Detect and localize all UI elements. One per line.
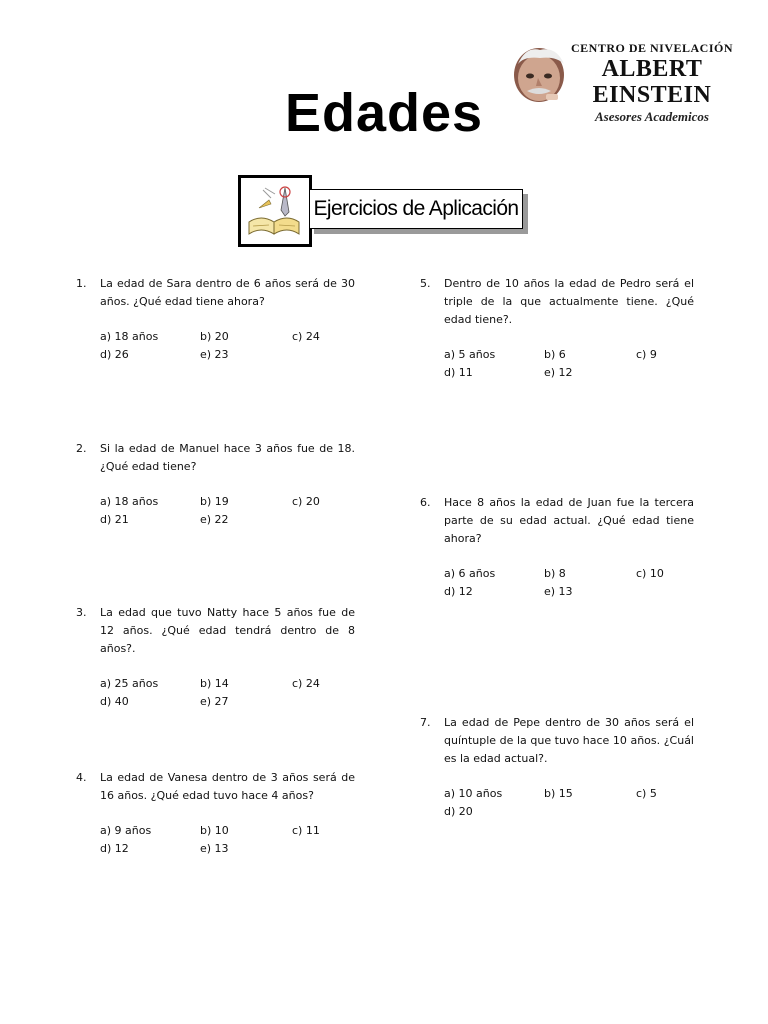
banner-label-box: [309, 189, 523, 229]
answer-option: c) 10: [636, 567, 664, 580]
logo-line-2: ALBERT EINSTEIN: [592, 56, 712, 108]
problem-number: 2.: [76, 442, 87, 455]
answer-option: c) 11: [292, 824, 320, 837]
problem-number: 3.: [76, 606, 87, 619]
answer-option: d) 12: [100, 842, 129, 855]
answer-option: a) 5 años: [444, 348, 496, 361]
banner-label: Ejercicios de Aplicación: [313, 197, 519, 220]
answer-option: a) 18 años: [100, 330, 159, 343]
answer-option: e) 27: [200, 695, 229, 708]
answer-option: a) 10 años: [444, 787, 503, 800]
answer-options: [444, 565, 694, 601]
answer-options: [444, 785, 694, 821]
problem-question: La edad de Vanesa dentro de 3 años será de 16 años. ¿Qué edad tuvo hace 4 años?: [100, 771, 355, 802]
problem-7: [420, 714, 694, 821]
answer-option: d) 40: [100, 695, 129, 708]
answer-option: c) 20: [292, 495, 320, 508]
answer-option: e) 22: [200, 513, 229, 526]
banner-icon-frame: [238, 175, 312, 247]
problem-number: 5.: [420, 277, 431, 290]
answer-option: c) 5: [636, 787, 657, 800]
problem-question: La edad que tuvo Natty hace 5 años fue de 12 años. ¿Qué edad tendrá dentro de 8 años?.: [100, 606, 355, 655]
answer-option: e) 13: [544, 585, 573, 598]
answer-option: b) 14: [200, 677, 229, 690]
problem-question: Dentro de 10 años la edad de Pedro será el triple de la que actualmente tiene. ¿Qué edad tiene?.: [444, 277, 694, 326]
answer-option: c) 24: [292, 330, 320, 343]
answer-option: d) 20: [444, 805, 473, 818]
answer-option: a) 9 años: [100, 824, 152, 837]
answer-options: [100, 328, 355, 364]
problem-5: [420, 275, 694, 382]
answer-option: d) 12: [444, 585, 473, 598]
answer-option: a) 25 años: [100, 677, 159, 690]
answer-option: b) 8: [544, 567, 566, 580]
problem-question: La edad de Pepe dentro de 30 años será el quíntuple de la que tuvo hace 10 años. ¿Cuál es la edad actual?.: [444, 716, 694, 765]
page-title: Edades: [284, 83, 484, 143]
answer-option: e) 23: [200, 348, 229, 361]
problem-number: 6.: [420, 496, 431, 509]
answer-option: d) 21: [100, 513, 129, 526]
section-banner: [238, 175, 532, 247]
book-with-quill-icon: [241, 178, 309, 244]
answer-option: e) 13: [200, 842, 229, 855]
problem-number: 7.: [420, 716, 431, 729]
problem-1: [76, 275, 355, 364]
problem-3: [76, 604, 355, 711]
answer-option: b) 20: [200, 330, 229, 343]
answer-option: a) 18 años: [100, 495, 159, 508]
answer-option: b) 19: [200, 495, 229, 508]
answer-options: [100, 675, 355, 711]
answer-option: d) 11: [444, 366, 473, 379]
answer-options: [100, 493, 355, 529]
answer-option: a) 6 años: [444, 567, 496, 580]
problem-2: [76, 440, 355, 529]
answer-option: b) 15: [544, 787, 573, 800]
problem-6: [420, 494, 694, 601]
answer-option: b) 10: [200, 824, 229, 837]
problem-number: 4.: [76, 771, 87, 784]
logo-line-3: Asesores Academicos: [595, 109, 709, 124]
answer-options: [444, 346, 694, 382]
problem-4: [76, 769, 355, 858]
logo-line-1: CENTRO DE NIVELACIÓN: [570, 41, 734, 55]
answer-options: [100, 822, 355, 858]
answer-option: c) 9: [636, 348, 657, 361]
answer-option: d) 26: [100, 348, 129, 361]
problem-number: 1.: [76, 277, 87, 290]
answer-option: b) 6: [544, 348, 566, 361]
problem-question: Hace 8 años la edad de Juan fue la tercera parte de su edad actual. ¿Qué edad tiene ahora?: [444, 496, 694, 545]
answer-option: e) 12: [544, 366, 573, 379]
problem-question: La edad de Sara dentro de 6 años será de 30 años. ¿Qué edad tiene ahora?: [100, 277, 355, 308]
problem-question: Si la edad de Manuel hace 3 años fue de 18. ¿Qué edad tiene?: [100, 442, 355, 473]
answer-option: c) 24: [292, 677, 320, 690]
